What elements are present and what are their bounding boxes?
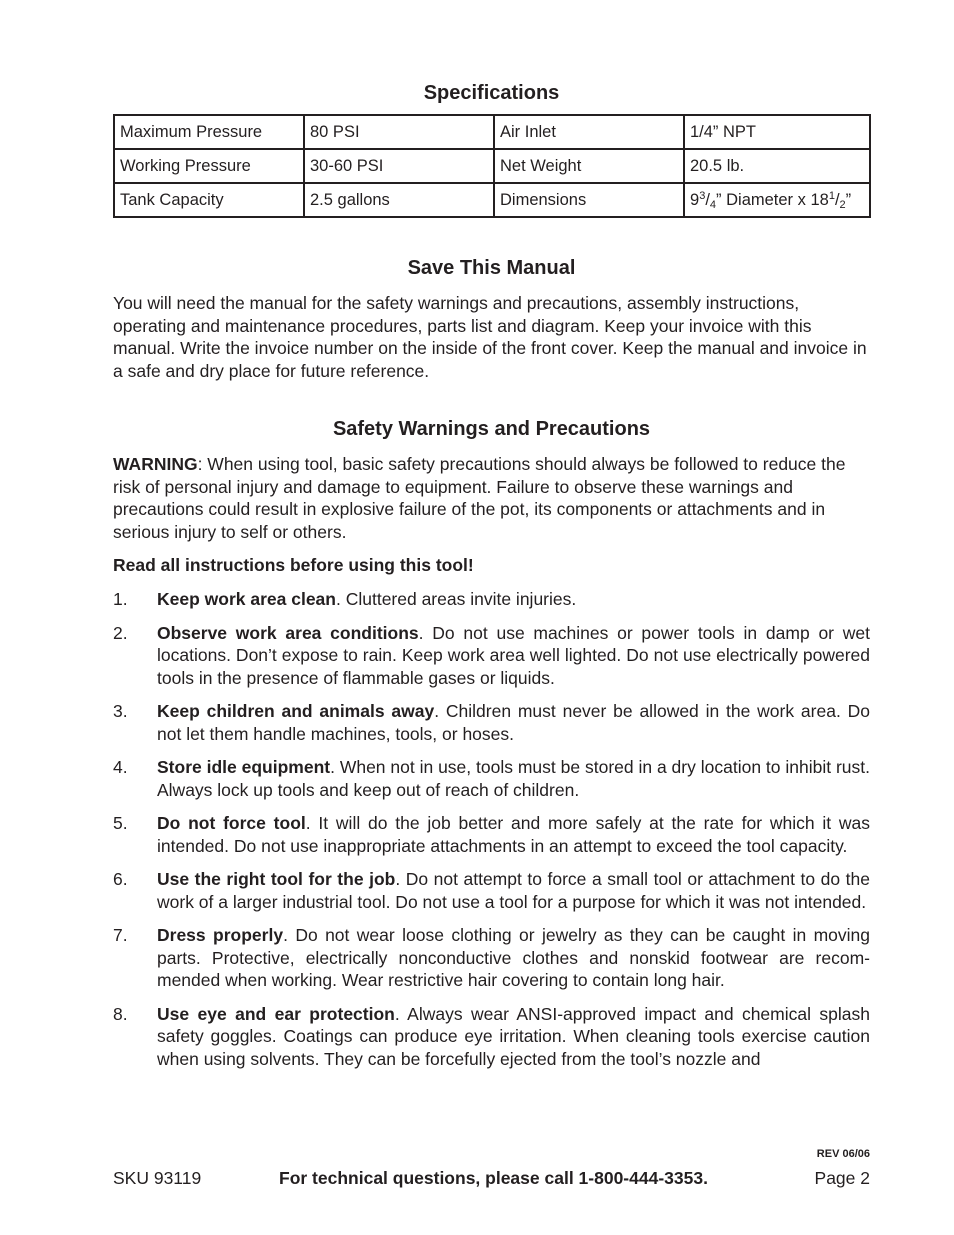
support-phone: For technical questions, please call 1-800-444-3353. — [279, 1168, 708, 1188]
spec-value: 2.5 gallons — [304, 183, 494, 217]
specifications-table — [113, 114, 871, 218]
warning-label: WARNING — [113, 454, 198, 474]
item-text: . Do not wear loose clothing or jewelry as they can be caught in moving parts. Protective, electrically nonconductive clothes and nonskid footwear are recommended when working. Wear restrictive hair covering to contain long hair. — [157, 925, 870, 990]
table-row — [114, 149, 870, 183]
item-title: Keep work area clean — [157, 589, 336, 609]
dim-fraction-den: 2 — [839, 198, 846, 211]
item-title: Do not force tool — [157, 813, 306, 833]
item-text: . Do not attempt to force a small tool or attachment to do the work of a larger industrial tool. Do not use a tool for a purpose for which it was not intended. — [157, 869, 870, 912]
item-text: . Always wear ANSI-approved impact and chemical splash safety goggles. Coatings can produce eye irritation. When cleaning tools exercise caution when using solvents. They can be forcefully ejected from the tool’s nozzle and — [157, 1003, 870, 1069]
page-footer — [113, 1168, 870, 1192]
table-row — [114, 183, 870, 217]
spec-label: Dimensions — [494, 183, 684, 217]
item-number: 2. — [113, 622, 128, 643]
item-number: 1. — [113, 589, 128, 609]
item-title: Use eye and ear protection — [157, 1003, 395, 1024]
spec-label: Tank Capacity — [114, 183, 304, 217]
warning-paragraph — [113, 453, 870, 543]
spec-value: 30-60 PSI — [304, 149, 494, 183]
item-number: 6. — [113, 869, 128, 889]
spec-value: 1/4” NPT — [684, 115, 870, 149]
page-number: Page 2 — [814, 1168, 870, 1188]
save-manual-paragraph: You will need the manual for the safety warnings and precautions, assembly instructions, operating and maintenance procedures, parts list and diagram. Keep your invoice with this manual. Write the invoice number on the inside of the front cover. Keep the manual and invoice in a safe and dry place for future reference. — [113, 293, 867, 381]
list-item — [113, 868, 870, 913]
dim-mid: ” Diameter x 18 — [716, 190, 829, 209]
list-item — [113, 812, 870, 857]
table-row — [114, 115, 870, 149]
item-text: . It will do the job better and more safely at the rate for which it was intended. Do not use inappropriate attachments in an attempt to exceed the tool capacity. — [157, 813, 871, 856]
dim-fraction-den: 4 — [709, 198, 717, 211]
dim-fraction-num: 3 — [699, 189, 706, 202]
item-title: Store idle equipment — [157, 757, 331, 777]
item-title: Keep children and animals away — [157, 701, 435, 721]
list-item — [113, 924, 870, 992]
item-title: Dress properly — [157, 925, 284, 945]
safety-rules-list — [113, 588, 870, 1081]
specifications-heading: Specifications — [423, 82, 560, 104]
item-text: . When not in use, tools must be stored in a dry location to inhibit rust. Always lock up tools and keep out of reach of children. — [157, 757, 870, 800]
list-item — [113, 588, 870, 611]
list-item — [113, 622, 870, 690]
dim-fraction-num: 1 — [828, 189, 835, 202]
item-number: 5. — [113, 813, 128, 833]
spec-value: 20.5 lb. — [684, 149, 870, 183]
list-item — [113, 700, 870, 745]
item-number: 7. — [113, 925, 128, 945]
list-item — [113, 1003, 870, 1071]
dim-end: ” — [845, 190, 852, 209]
save-manual-heading: Save This Manual — [407, 257, 576, 279]
revision-label: REV 06/06 — [816, 1148, 870, 1160]
item-title: Observe work area conditions — [157, 622, 419, 643]
list-item — [113, 756, 870, 801]
item-text: . Cluttered areas invite injuries. — [335, 589, 577, 609]
sku-number: SKU 93119 — [113, 1168, 202, 1188]
spec-label: Working Pressure — [114, 149, 304, 183]
read-all-instructions: Read all instructions before using this tool! — [113, 555, 474, 575]
spec-value: 80 PSI — [304, 115, 494, 149]
item-number: 8. — [113, 1003, 128, 1024]
dimensions-value: $9^3/_4$” Diameter x $18^1/_2$” — [684, 183, 870, 217]
spec-label: Maximum Pressure — [114, 115, 304, 149]
dim-whole: 9 — [690, 190, 700, 209]
safety-heading: Safety Warnings and Precautions — [332, 418, 651, 440]
item-text: . Children must never be allowed in the work area. Do not let them handle machines, tools, or hoses. — [157, 701, 870, 744]
item-number: 4. — [113, 757, 128, 777]
spec-label: Air Inlet — [494, 115, 684, 149]
item-title: Use the right tool for the job — [157, 869, 396, 889]
item-text: . Do not use machines or power tools in damp or wet locations. Don’t expose to rain. Keep work area well lighted. Do not use electrically powered tools in the presence of flammable gases or liquids. — [157, 622, 870, 688]
item-number: 3. — [113, 701, 128, 721]
spec-label: Net Weight — [494, 149, 684, 183]
warning-text: : When using tool, basic safety precautions should always be followed to reduce the risk of personal injury and damage to equipment. Failure to observe these warnings and precautions could result in explosive failure of the pot, its components or attachments and in serious injury to self or others. — [113, 454, 846, 542]
